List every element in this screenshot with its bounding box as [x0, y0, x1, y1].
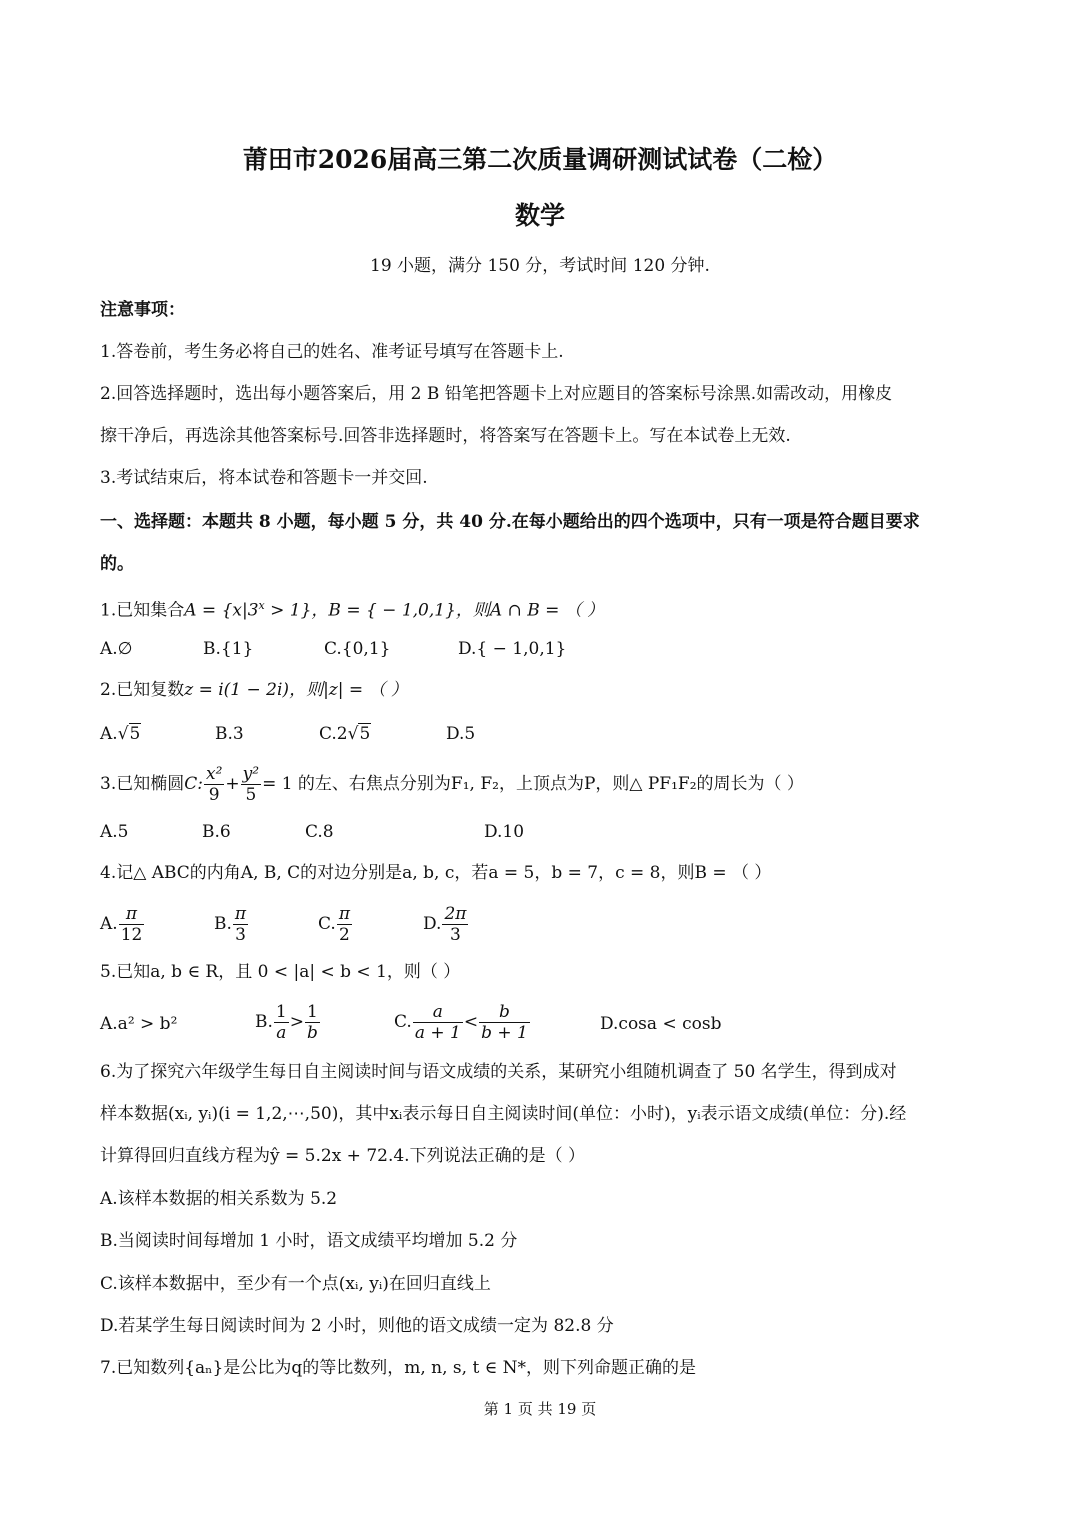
q6-option-a: A.该样本数据的相关系数为 5.2 [100, 1189, 338, 1209]
q3-frac-x-num: x² [205, 764, 223, 784]
q4-option-b-label: B. [214, 914, 232, 934]
q4-option-a-frac [119, 904, 145, 945]
q2-stem: 2.已知复数 [100, 680, 185, 700]
q1-exp: x [258, 599, 265, 612]
q3-option-c: C.8 [305, 822, 334, 842]
q1-prefix: 1.已知集合 [100, 600, 185, 621]
q2-option-c-sqrt: 5 [359, 724, 371, 744]
q3-option-a: A.5 [100, 822, 129, 842]
q3-frac-x-den: 9 [204, 784, 224, 805]
q1-option-a: A.∅ [100, 639, 133, 659]
question-4: 4.记△ ABC的内角A, B, C的对边分别是a, b, c，若a = 5，b = 7，c = 8，则B = （ ） [100, 863, 772, 883]
question-6-line-2: 样本数据(xᵢ, yᵢ)(i = 1,2,⋯,50)，其中xᵢ表示每日自主阅读时间(单位：小时)，yᵢ表示语文成绩(单位：分).经 [100, 1104, 907, 1124]
q4-option-d-num: 2π [444, 904, 467, 924]
q2-option-a-label: A. [100, 724, 118, 744]
q5-option-b [255, 1000, 321, 1044]
q5-option-b-frac1 [274, 1002, 289, 1043]
q5-option-b-n1: 1 [275, 1002, 287, 1022]
q6-option-b: B.当阅读时间每增加 1 小时，语文成绩平均增加 5.2 分 [100, 1231, 518, 1251]
notice-item-3: 3.考试结束后，将本试卷和答题卡一并交回. [100, 468, 428, 488]
q5-option-a: A.a² > b² [100, 1014, 178, 1034]
q4-option-d-frac [442, 904, 468, 945]
q1-option-c: C.{0,1} [324, 639, 391, 659]
q3-stem: 3.已知椭圆 [100, 774, 185, 794]
page-footer: 第 1 页 共 19 页 [483, 1400, 597, 1418]
q3-option-d: D.10 [484, 822, 525, 842]
q5-option-b-n2: 1 [307, 1002, 318, 1022]
question-6-line-3: 计算得回归直线方程为ŷ = 5.2x + 72.4.下列说法正确的是（ ） [100, 1146, 585, 1166]
q2-option-d: D.5 [446, 724, 476, 744]
question-5: 5.已知a, b ∈ R，且 0 < |a| < b < 1，则（ ） [100, 962, 461, 982]
exam-subject: 数学 [514, 201, 565, 230]
q2-option-c-label: C.2 [319, 724, 348, 744]
notice-item-1: 1.答卷前，考生务必将自己的姓名、准考证号填写在答题卡上. [100, 342, 564, 362]
question-2 [100, 678, 408, 702]
exam-info: 19 小题，满分 150 分，考试时间 120 分钟. [370, 256, 710, 276]
q5-option-b-op: > [289, 1012, 304, 1032]
q4-option-b-frac [233, 904, 248, 945]
question-6-line-1: 6.为了探究六年级学生每日自主阅读时间与语文成绩的关系，某研究小组随机调查了 50 名学生，得到成对 [100, 1062, 897, 1082]
q2-expr: z = i(1 − 2i)，则|z| = （ ） [184, 680, 408, 700]
q4-option-b-den: 3 [233, 924, 248, 945]
q4-option-c-den: 2 [337, 924, 352, 945]
q4-option-a [100, 902, 145, 946]
notice-item-2: 2.回答选择题时，选出每小题答案后，用 2 B 铅笔把答题卡上对应题目的答案标号涂黑.如需改动，用橡皮 [100, 384, 893, 404]
q2-option-a: A.√5 [100, 724, 141, 744]
question-3: 3.已知椭圆C: $\frac{\text{x²}}{9}$ + $\frac{\text{y²}}{5}$ = 1 的左、右焦点分别为F₁, F₂，上顶点为P，则△ PF₁F₂的周长为（ ） [100, 764, 804, 805]
section1-heading: 一、选择题：本题共 8 小题，每小题 5 分，共 40 分.在每小题给出的四个选项中，只有一项是符合题目要求 [100, 512, 920, 532]
q3-c: C: [184, 774, 203, 794]
q4-option-c [318, 902, 353, 946]
q5-option-b-d1: a [274, 1022, 289, 1043]
q3-rest: = 1 的左、右焦点分别为F₁, F₂，上顶点为P，则△ PF₁F₂的周长为（ ） [262, 774, 804, 794]
notice-heading: 注意事项： [100, 300, 185, 320]
q5-option-c-d1: a + 1 [414, 1023, 461, 1043]
q1-ask: A ∩ B = （ ） [489, 600, 605, 621]
q3-frac-x [204, 764, 224, 805]
q1-setA: A = {x|3 [184, 600, 259, 621]
q5-option-c-frac2 [479, 1002, 530, 1043]
exam-title: 莆田市2026届高三第二次质量调研测试试卷（二检） [242, 145, 838, 174]
q3-frac-y-den: 5 [241, 784, 261, 805]
q4-option-d-label: D. [423, 914, 442, 934]
q1-option-d: D.{ − 1,0,1} [458, 639, 567, 659]
q4-option-d [423, 902, 469, 946]
q5-option-c-label: C. [394, 1012, 412, 1032]
q5-option-c-op: < [463, 1012, 479, 1032]
q4-option-a-num: π [125, 904, 138, 924]
q2-option-a-sqrt: 5 [129, 724, 141, 744]
q4-option-a-den: 12 [120, 925, 143, 945]
q4-option-c-label: C. [318, 914, 336, 934]
q5-option-d: D.cosa < cosb [600, 1014, 722, 1034]
q3-frac-y [241, 764, 261, 805]
q6-option-d: D.若某学生每日阅读时间为 2 小时，则他的语文成绩一定为 82.8 分 [100, 1316, 614, 1336]
section1-heading-cont: 的。 [100, 554, 134, 574]
q5-option-c-d2: b + 1 [481, 1023, 528, 1043]
q1-option-b: B.{1} [203, 639, 254, 659]
q3-frac-y-num: y² [242, 764, 260, 784]
q4-option-b [214, 902, 249, 946]
q1-setA-end: > 1}， [264, 600, 329, 621]
q4-option-c-frac [337, 904, 352, 945]
q5-option-c-frac1 [413, 1002, 463, 1043]
q5-option-c [394, 1000, 531, 1044]
q2-option-c: C.2√5 [319, 724, 371, 744]
q5-option-b-label: B. [255, 1012, 273, 1032]
q2-option-b: B.3 [215, 724, 244, 744]
q4-option-a-label: A. [100, 914, 118, 934]
question-7: 7.已知数列{aₙ}是公比为q的等比数列，m, n, s, t ∈ N*，则下列命题正确的是 [100, 1358, 697, 1378]
q5-option-b-frac2 [305, 1002, 320, 1043]
question-1 [100, 594, 604, 623]
q1-setB: B = { − 1,0,1}，则 [328, 600, 490, 621]
q4-option-c-num: π [338, 904, 350, 924]
q5-option-b-d2: b [306, 1023, 318, 1043]
q5-option-c-n2: b [499, 1002, 510, 1022]
q5-option-c-n1: a [432, 1002, 443, 1022]
q3-option-b: B.6 [202, 822, 231, 842]
q6-option-c: C.该样本数据中，至少有一个点(xᵢ, yᵢ)在回归直线上 [100, 1274, 491, 1294]
notice-item-2-cont: 擦干净后，再选涂其他答案标号.回答非选择题时，将答案写在答题卡上。写在本试卷上无效. [100, 426, 791, 446]
q4-option-d-den: 3 [442, 924, 468, 945]
q4-option-b-num: π [234, 904, 247, 924]
